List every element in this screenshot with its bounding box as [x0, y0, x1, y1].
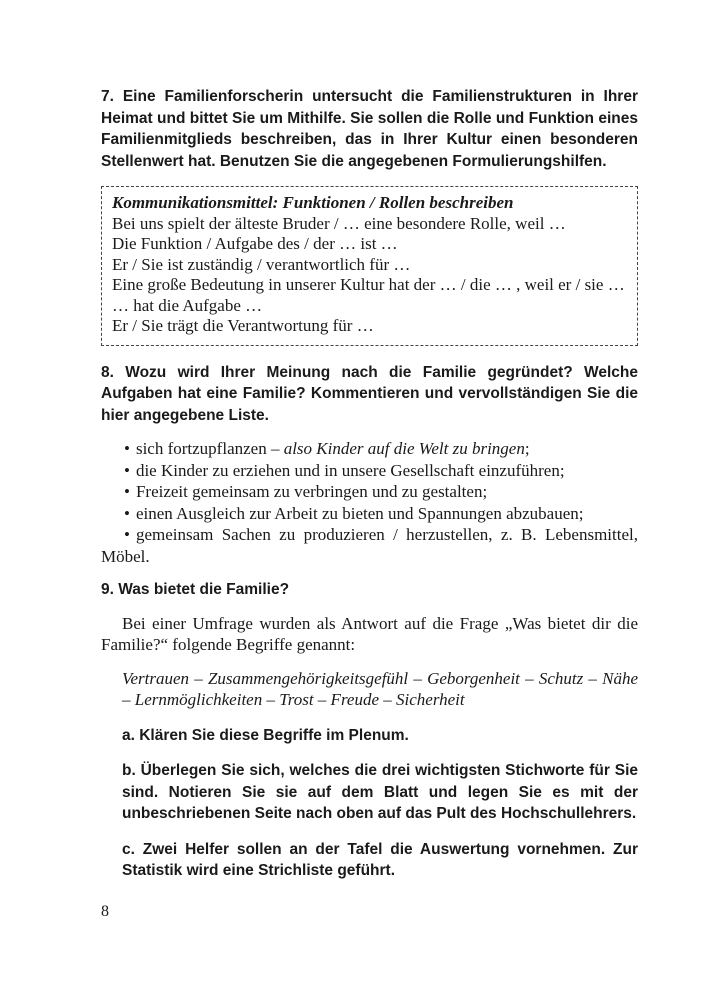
- task-9-a: a. Klären Sie diese Begriffe im Plenum.: [122, 726, 409, 744]
- box-line: Eine große Bedeutung in unserer Kultur hat der … / die … , weil er / sie …: [112, 275, 625, 294]
- bullet-icon: •: [124, 460, 130, 480]
- task-9-c: c. Zwei Helfer sollen an der Tafel die Auswertung vornehmen. Zur Statistik wird eine Strichliste geführt.: [122, 840, 638, 879]
- bullet-icon: •: [124, 503, 130, 523]
- box-line: … hat die Aufgabe …: [112, 295, 263, 315]
- box-title: [112, 193, 627, 214]
- communication-box: [101, 186, 638, 346]
- task-8-heading: 8. Wozu wird Ihrer Meinung nach die Familie gegründet? Welche Aufgaben hat eine Familie? Kommentieren und vervollständigen Sie die hier angegebene Liste.: [101, 363, 638, 424]
- task-7-heading: 7. Eine Familienforscherin untersucht die Familienstrukturen in Ihrer Heimat und bittet Sie um Mithilfe. Sie sollen die Rolle und Funktion eines Familienmitglieds beschreiben, das in Ihrer Kultur einen besonderen Stellenwert hat. Benutzen Sie die angegebenen Formulierungshilfen.: [101, 88, 638, 170]
- list-item: • sich fortzupflanzen – also Kinder auf die Welt zu bringen;: [124, 439, 530, 458]
- list-item: • einen Ausgleich zur Arbeit zu bieten und Spannungen abzubauen;: [124, 503, 584, 523]
- box-line: Die Funktion / Aufgabe des / der … ist …: [112, 234, 398, 253]
- task-9-terms: Vertrauen – Zusammengehörigkeitsgefühl – Geborgenheit – Schutz – Nähe – Lernmöglichkeiten – Trost – Freude – Sicherheit: [122, 668, 638, 709]
- page-content: [101, 86, 638, 882]
- box-line: Bei uns spielt der älteste Bruder / … eine besondere Rolle, weil …: [112, 213, 566, 233]
- list-item: • gemeinsam Sachen zu produzieren / herzustellen, z. B. Lebensmittel, Möbel.: [101, 525, 638, 566]
- bullet-icon: •: [124, 482, 130, 501]
- box-title-part1: Kommunikationsmittel: [112, 193, 273, 212]
- list-item: • die Kinder zu erziehen und in unsere Gesellschaft einzuführen;: [124, 460, 565, 480]
- page-number: 8: [101, 903, 109, 920]
- bullet-icon: •: [124, 525, 130, 544]
- task-9-heading: 9. Was bietet die Familie?: [101, 581, 290, 598]
- box-title-part2: : Funktionen / Rollen beschreiben: [272, 193, 514, 212]
- task-9-b: b. Überlegen Sie sich, welches die drei wichtigsten Stichworte für Sie sind. Notieren Sie sie auf dem Blatt und legen Sie es mit der unbeschriebenen Seite nach oben auf das Pult des Hochschullehrers.: [122, 762, 638, 822]
- task-8-list: [101, 438, 638, 567]
- task-9-intro: Bei einer Umfrage wurden als Antwort auf die Frage „Was bietet dir die Familie?“ folgende Begriffe genannt:: [101, 613, 638, 654]
- bullet-icon: •: [124, 439, 130, 458]
- box-line: Er / Sie ist zuständig / verantwortlich für …: [112, 254, 411, 274]
- box-line: Er / Sie trägt die Verantwortung für …: [112, 316, 374, 335]
- list-item: • Freizeit gemeinsam zu verbringen und zu gestalten;: [124, 482, 488, 501]
